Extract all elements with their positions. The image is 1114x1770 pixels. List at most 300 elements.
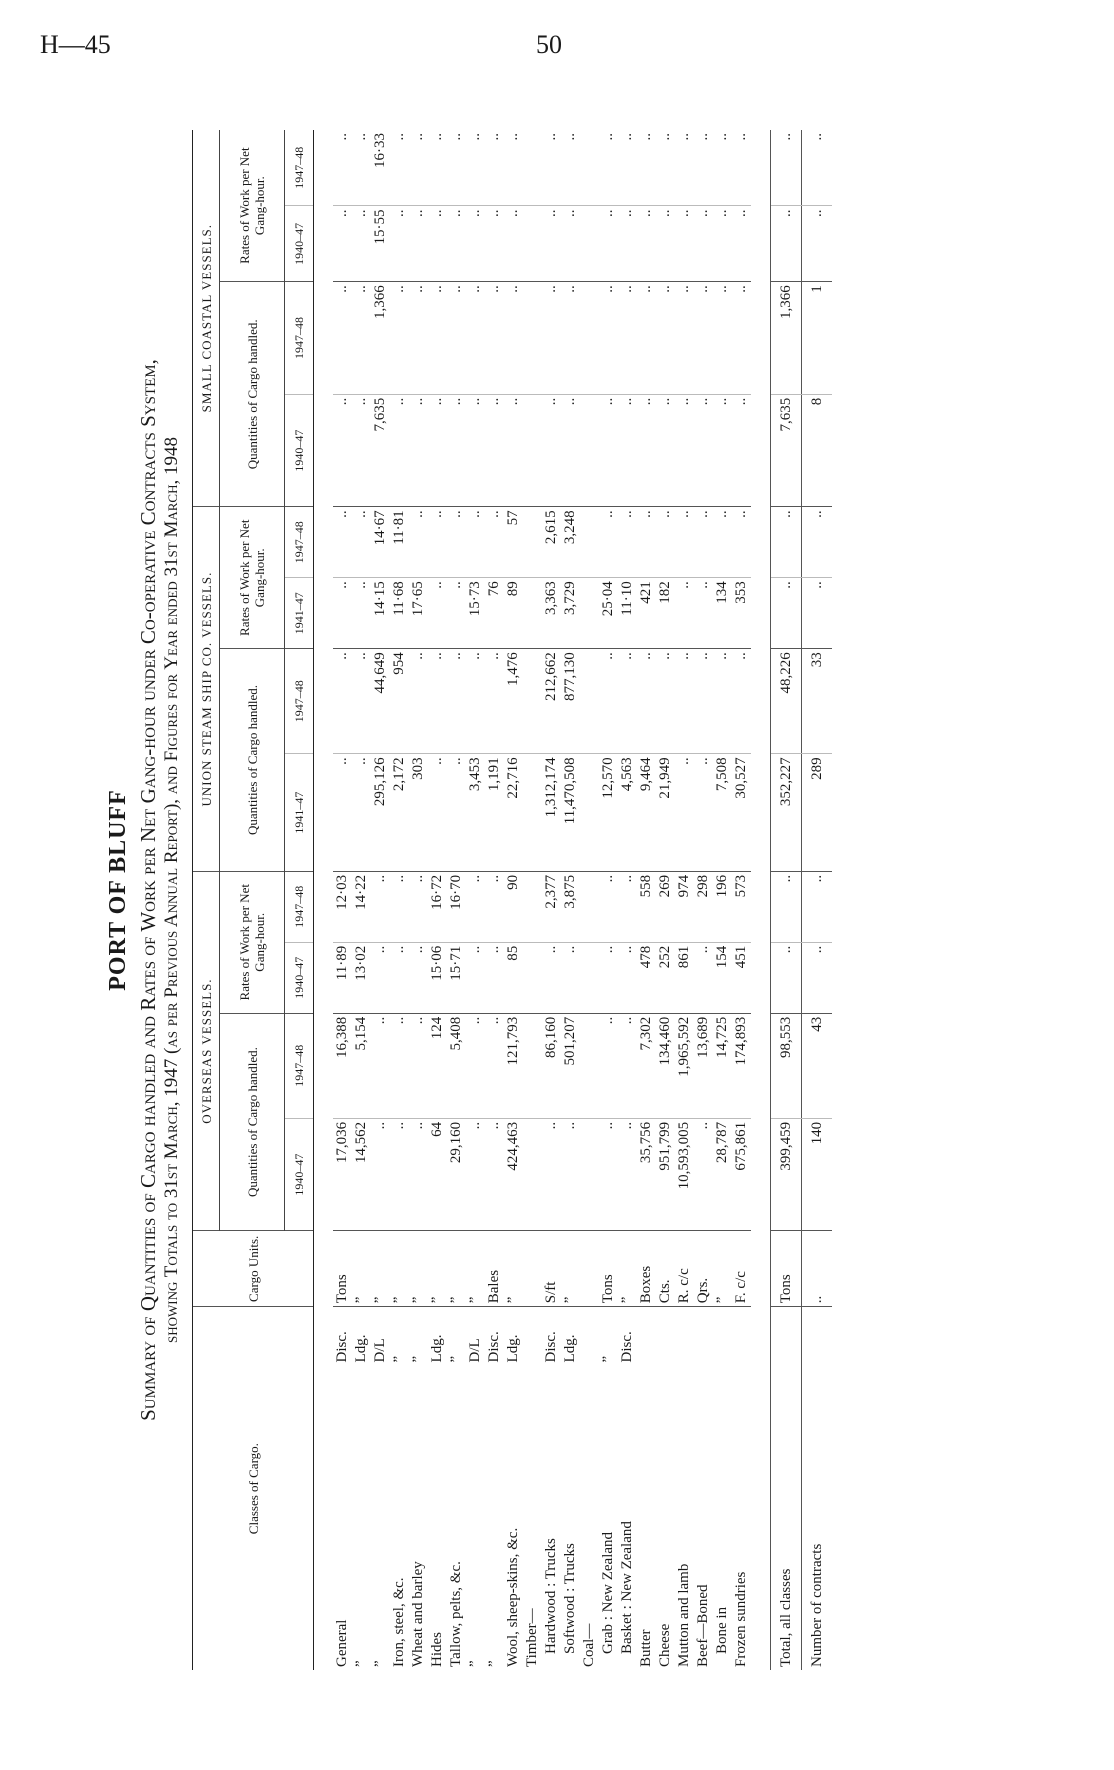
value-cell: 5,154 xyxy=(352,1013,371,1118)
operation-cell xyxy=(523,1307,542,1366)
value-cell xyxy=(580,206,599,282)
value-cell: 11·10 xyxy=(618,578,637,649)
value-cell: 399,459 xyxy=(771,1118,802,1231)
value-cell: .. xyxy=(694,206,713,282)
value-cell: 11,470,508 xyxy=(561,754,580,871)
value-cell: .. xyxy=(390,942,409,1013)
value-cell: .. xyxy=(466,130,485,206)
value-cell: 974 xyxy=(675,871,694,942)
value-cell: .. xyxy=(542,282,561,395)
unit-cell: R. c/c xyxy=(675,1231,694,1307)
table-row xyxy=(713,130,732,1670)
value-cell: .. xyxy=(466,649,485,754)
header-small-rates: Rates of Work per Net Gang-hour. xyxy=(220,130,285,282)
cargo-class-cell: Mutton and lamb xyxy=(676,1563,692,1667)
table-row xyxy=(675,130,694,1670)
value-cell: .. xyxy=(447,507,466,578)
header-classes: Classes of Cargo. xyxy=(193,1307,314,1670)
value-cell: .. xyxy=(771,130,802,206)
cargo-class-cell: ” xyxy=(372,1660,388,1667)
cargo-class-cell: Tallow, pelts, &c. xyxy=(448,1561,464,1667)
value-cell: .. xyxy=(713,282,732,395)
header-year: 1940–47 xyxy=(285,394,314,507)
unit-cell: ” xyxy=(428,1231,447,1307)
operation-cell: ” xyxy=(600,1355,616,1363)
value-cell: .. xyxy=(485,507,504,578)
value-cell: .. xyxy=(409,1013,428,1118)
value-cell: 90 xyxy=(504,871,523,942)
value-cell: .. xyxy=(732,507,751,578)
value-cell: 451 xyxy=(732,942,751,1013)
unit-cell: ” xyxy=(713,1231,732,1307)
value-cell: .. xyxy=(409,1118,428,1231)
unit-cell: Tons xyxy=(771,1231,802,1307)
value-cell: 7,635 xyxy=(371,394,390,507)
value-cell: 14·67 xyxy=(371,507,390,578)
value-cell: .. xyxy=(618,130,637,206)
table-row xyxy=(428,130,447,1670)
value-cell: 89 xyxy=(504,578,523,649)
value-cell: .. xyxy=(802,507,833,578)
header-year: 1947–48 xyxy=(285,649,314,754)
value-cell: .. xyxy=(333,507,352,578)
value-cell: .. xyxy=(675,130,694,206)
operation-cell: Disc. xyxy=(486,1331,502,1363)
value-cell: .. xyxy=(802,578,833,649)
value-cell: .. xyxy=(561,942,580,1013)
value-cell: .. xyxy=(599,282,618,395)
table-row xyxy=(466,130,485,1670)
value-cell: .. xyxy=(713,507,732,578)
value-cell: .. xyxy=(333,578,352,649)
header-year: 1947–48 xyxy=(285,507,314,578)
table-row xyxy=(352,130,371,1670)
value-cell: .. xyxy=(447,754,466,871)
unit-cell: Boxes xyxy=(637,1231,656,1307)
value-cell: 14,562 xyxy=(352,1118,371,1231)
value-cell xyxy=(523,206,542,282)
value-cell: 1,366 xyxy=(771,282,802,395)
value-cell: .. xyxy=(333,282,352,395)
cargo-class-cell: Softwood : Trucks xyxy=(562,1543,578,1654)
value-cell: 1,366 xyxy=(371,282,390,395)
value-cell: .. xyxy=(485,130,504,206)
value-cell: .. xyxy=(428,282,447,395)
unit-cell xyxy=(580,1231,599,1307)
value-cell: .. xyxy=(390,1118,409,1231)
value-cell: .. xyxy=(802,130,833,206)
cargo-class-cell: Wheat and barley xyxy=(410,1561,426,1667)
value-cell: .. xyxy=(504,394,523,507)
value-cell: .. xyxy=(352,754,371,871)
value-cell: 14·22 xyxy=(352,871,371,942)
value-cell: .. xyxy=(599,871,618,942)
value-cell: .. xyxy=(409,282,428,395)
value-cell xyxy=(580,507,599,578)
value-cell: 8 xyxy=(802,394,833,507)
value-cell: 7,302 xyxy=(637,1013,656,1118)
value-cell: .. xyxy=(352,649,371,754)
cargo-class-cell: Bone in xyxy=(714,1606,730,1654)
value-cell: .. xyxy=(447,130,466,206)
value-cell: .. xyxy=(333,394,352,507)
header-year: 1940–47 xyxy=(285,942,314,1013)
value-cell xyxy=(523,394,542,507)
value-cell: 7,635 xyxy=(771,394,802,507)
value-cell: 2,377 xyxy=(542,871,561,942)
value-cell: 86,160 xyxy=(542,1013,561,1118)
value-cell: .. xyxy=(333,130,352,206)
value-cell: .. xyxy=(409,394,428,507)
header-year: 1941–47 xyxy=(285,754,314,871)
value-cell: 140 xyxy=(802,1118,833,1231)
value-cell: .. xyxy=(694,507,713,578)
value-cell xyxy=(523,754,542,871)
table-row xyxy=(656,130,675,1670)
table-row xyxy=(504,130,523,1670)
value-cell: .. xyxy=(599,130,618,206)
value-cell: .. xyxy=(371,1013,390,1118)
value-cell: .. xyxy=(694,942,713,1013)
value-cell: 478 xyxy=(637,942,656,1013)
operation-cell xyxy=(694,1307,713,1366)
value-cell: .. xyxy=(466,871,485,942)
value-cell: 14·15 xyxy=(371,578,390,649)
header-overseas: OVERSEAS VESSELS. xyxy=(193,871,220,1231)
header-year: 1940–47 xyxy=(285,1118,314,1231)
cargo-class-cell: Coal— xyxy=(581,1623,597,1667)
value-cell: .. xyxy=(485,942,504,1013)
value-cell: 298 xyxy=(694,871,713,942)
value-cell: .. xyxy=(352,206,371,282)
header-union-rates: Rates of Work per Net Gang-hour. xyxy=(220,507,285,649)
header-year: 1940–47 xyxy=(285,206,314,282)
value-cell: .. xyxy=(675,206,694,282)
value-cell: .. xyxy=(713,394,732,507)
value-cell: 134,460 xyxy=(656,1013,675,1118)
value-cell: 421 xyxy=(637,578,656,649)
value-cell: .. xyxy=(656,282,675,395)
value-cell: .. xyxy=(447,282,466,395)
value-cell: 1,191 xyxy=(485,754,504,871)
table-row xyxy=(802,130,833,1670)
operation-cell xyxy=(732,1307,751,1366)
table-row xyxy=(542,130,561,1670)
page-title: PORT OF BLUFF xyxy=(105,789,131,991)
value-cell xyxy=(523,649,542,754)
value-cell: .. xyxy=(618,942,637,1013)
header-small: SMALL COASTAL VESSELS. xyxy=(193,130,220,507)
cargo-class-cell: General xyxy=(334,1619,350,1667)
unit-cell: ” xyxy=(352,1231,371,1307)
value-cell: .. xyxy=(466,942,485,1013)
value-cell: .. xyxy=(618,1013,637,1118)
table-row xyxy=(333,130,352,1670)
cargo-class-cell: Butter xyxy=(638,1629,654,1667)
value-cell: .. xyxy=(542,130,561,206)
operation-cell: Disc. xyxy=(334,1331,350,1363)
value-cell xyxy=(523,1013,542,1118)
table-row xyxy=(409,130,428,1670)
operation-cell xyxy=(713,1307,732,1366)
value-cell: .. xyxy=(732,130,751,206)
value-cell: 3,248 xyxy=(561,507,580,578)
value-cell: .. xyxy=(637,394,656,507)
value-cell: .. xyxy=(713,206,732,282)
unit-cell: F. c/c xyxy=(732,1231,751,1307)
value-cell: .. xyxy=(428,206,447,282)
value-cell: 424,463 xyxy=(504,1118,523,1231)
value-cell: .. xyxy=(428,578,447,649)
value-cell: .. xyxy=(466,282,485,395)
operation-cell: Ldg. xyxy=(562,1334,578,1363)
page-code: H—45 xyxy=(40,30,111,59)
cargo-summary-table xyxy=(192,130,832,1670)
cargo-class-cell: Cheese xyxy=(657,1623,673,1667)
value-cell: .. xyxy=(371,1118,390,1231)
operation-cell: ” xyxy=(448,1355,464,1363)
page-number: 50 xyxy=(536,30,562,59)
unit-cell: ” xyxy=(409,1231,428,1307)
value-cell: .. xyxy=(390,871,409,942)
table-row xyxy=(732,130,751,1670)
value-cell: 2,615 xyxy=(542,507,561,578)
value-cell: 1,476 xyxy=(504,649,523,754)
cargo-class-cell: ” xyxy=(467,1660,483,1667)
value-cell: .. xyxy=(504,206,523,282)
value-cell: .. xyxy=(352,394,371,507)
value-cell: 7,508 xyxy=(713,754,732,871)
value-cell: .. xyxy=(333,754,352,871)
value-cell: 182 xyxy=(656,578,675,649)
value-cell xyxy=(580,942,599,1013)
value-cell xyxy=(580,1013,599,1118)
cargo-class-cell: Frozen sundries xyxy=(733,1571,749,1667)
operation-cell: Disc. xyxy=(619,1331,635,1363)
value-cell: .. xyxy=(390,394,409,507)
value-cell: 15·55 xyxy=(371,206,390,282)
unit-cell: ” xyxy=(371,1231,390,1307)
value-cell: 29,160 xyxy=(447,1118,466,1231)
value-cell: 1,312,174 xyxy=(542,754,561,871)
value-cell: .. xyxy=(771,507,802,578)
table-row xyxy=(599,130,618,1670)
value-cell: .. xyxy=(694,578,713,649)
value-cell: 85 xyxy=(504,942,523,1013)
value-cell: .. xyxy=(771,578,802,649)
value-cell: 877,130 xyxy=(561,649,580,754)
value-cell: .. xyxy=(542,942,561,1013)
table-row xyxy=(618,130,637,1670)
value-cell xyxy=(523,130,542,206)
value-cell: .. xyxy=(371,871,390,942)
value-cell: .. xyxy=(694,754,713,871)
value-cell: 196 xyxy=(713,871,732,942)
value-cell: .. xyxy=(561,394,580,507)
value-cell xyxy=(580,578,599,649)
unit-cell: Tons xyxy=(599,1231,618,1307)
table-row xyxy=(447,130,466,1670)
value-cell: .. xyxy=(656,130,675,206)
value-cell: .. xyxy=(371,942,390,1013)
value-cell: 1,965,592 xyxy=(675,1013,694,1118)
value-cell: .. xyxy=(618,282,637,395)
value-cell: .. xyxy=(618,507,637,578)
value-cell: .. xyxy=(675,578,694,649)
value-cell: 57 xyxy=(504,507,523,578)
value-cell: .. xyxy=(390,1013,409,1118)
value-cell: .. xyxy=(485,394,504,507)
value-cell: .. xyxy=(802,206,833,282)
value-cell: 17·65 xyxy=(409,578,428,649)
unit-cell: Cts. xyxy=(656,1231,675,1307)
cargo-class-cell: Iron, steel, &c. xyxy=(391,1577,407,1667)
value-cell: .. xyxy=(447,206,466,282)
value-cell: .. xyxy=(485,282,504,395)
header-overseas-rates: Rates of Work per Net Gang-hour. xyxy=(220,871,285,1013)
value-cell xyxy=(580,871,599,942)
value-cell xyxy=(523,871,542,942)
value-cell: 573 xyxy=(732,871,751,942)
table-row xyxy=(390,130,409,1670)
unit-cell: ” xyxy=(618,1231,637,1307)
value-cell: 174,893 xyxy=(732,1013,751,1118)
value-cell: .. xyxy=(333,206,352,282)
cargo-class-cell: Basket : New Zealand xyxy=(619,1521,635,1654)
cargo-class-cell: Hardwood : Trucks xyxy=(543,1538,559,1654)
value-cell xyxy=(523,942,542,1013)
value-cell: 3,875 xyxy=(561,871,580,942)
header-union-quantities: Quantities of Cargo handled. xyxy=(220,649,285,872)
value-cell: .. xyxy=(409,507,428,578)
value-cell: 295,126 xyxy=(371,754,390,871)
cargo-class-cell: ” xyxy=(353,1660,369,1667)
value-cell: .. xyxy=(561,282,580,395)
operation-cell: ” xyxy=(410,1355,426,1363)
value-cell: .. xyxy=(409,942,428,1013)
value-cell: .. xyxy=(599,206,618,282)
value-cell: 501,207 xyxy=(561,1013,580,1118)
operation-cell: Ldg. xyxy=(505,1334,521,1363)
operation-cell xyxy=(580,1307,599,1366)
value-cell xyxy=(580,394,599,507)
value-cell: 303 xyxy=(409,754,428,871)
value-cell: .. xyxy=(485,206,504,282)
value-cell: .. xyxy=(466,206,485,282)
header-union: UNION STEAM SHIP CO. VESSELS. xyxy=(193,507,220,871)
table-row xyxy=(637,130,656,1670)
table-row xyxy=(694,130,713,1670)
operation-cell: Ldg. xyxy=(353,1334,369,1363)
value-cell: 9,464 xyxy=(637,754,656,871)
value-cell: 43 xyxy=(802,1013,833,1118)
value-cell: .. xyxy=(637,206,656,282)
value-cell: .. xyxy=(656,394,675,507)
operation-cell xyxy=(675,1307,694,1366)
operation-cell xyxy=(802,1307,833,1366)
value-cell: .. xyxy=(466,1013,485,1118)
unit-cell: ” xyxy=(561,1231,580,1307)
value-cell xyxy=(580,754,599,871)
value-cell: .. xyxy=(618,649,637,754)
value-cell: 954 xyxy=(390,649,409,754)
value-cell: 951,799 xyxy=(656,1118,675,1231)
value-cell: .. xyxy=(447,578,466,649)
unit-cell: .. xyxy=(802,1231,833,1307)
operation-cell xyxy=(637,1307,656,1366)
value-cell: .. xyxy=(447,649,466,754)
value-cell: 11·89 xyxy=(333,942,352,1013)
value-cell: 861 xyxy=(675,942,694,1013)
value-cell: .. xyxy=(675,649,694,754)
value-cell: .. xyxy=(352,130,371,206)
value-cell: .. xyxy=(599,1013,618,1118)
value-cell xyxy=(580,282,599,395)
value-cell: .. xyxy=(618,206,637,282)
value-cell: 98,553 xyxy=(771,1013,802,1118)
subtitle-line-1: Summary of Quantities of Cargo handled and Rates of Work per Net Gang-hour under Co-operative Contracts System, xyxy=(136,359,160,1421)
value-cell: .. xyxy=(618,871,637,942)
value-cell: .. xyxy=(352,507,371,578)
value-cell xyxy=(580,130,599,206)
value-cell: .. xyxy=(428,394,447,507)
cargo-class-cell: Hides xyxy=(429,1632,445,1667)
value-cell: .. xyxy=(694,130,713,206)
value-cell: 12·03 xyxy=(333,871,352,942)
value-cell: .. xyxy=(637,130,656,206)
value-cell: 13,689 xyxy=(694,1013,713,1118)
value-cell: .. xyxy=(485,1118,504,1231)
value-cell: .. xyxy=(599,649,618,754)
value-cell: 4,563 xyxy=(618,754,637,871)
value-cell: .. xyxy=(771,206,802,282)
value-cell: .. xyxy=(599,507,618,578)
header-year: 1947–48 xyxy=(285,871,314,942)
value-cell: .. xyxy=(694,394,713,507)
header-year: 1947–48 xyxy=(285,1013,314,1118)
value-cell: .. xyxy=(561,1118,580,1231)
value-cell xyxy=(580,649,599,754)
value-cell: 3,453 xyxy=(466,754,485,871)
operation-cell: ” xyxy=(391,1355,407,1363)
value-cell: 44,649 xyxy=(371,649,390,754)
header-year: 1941–47 xyxy=(285,578,314,649)
table-row xyxy=(561,130,580,1670)
operation-cell: D/L xyxy=(372,1338,388,1363)
value-cell: 558 xyxy=(637,871,656,942)
table-row xyxy=(523,130,542,1670)
value-cell: .. xyxy=(352,282,371,395)
value-cell: 21,949 xyxy=(656,754,675,871)
value-cell: .. xyxy=(802,871,833,942)
header-small-quantities: Quantities of Cargo handled. xyxy=(220,282,285,507)
value-cell: .. xyxy=(656,507,675,578)
value-cell: 28,787 xyxy=(713,1118,732,1231)
table-row xyxy=(771,130,802,1670)
cargo-class-cell: Timber— xyxy=(524,1608,540,1667)
value-cell: .. xyxy=(675,282,694,395)
value-cell: 154 xyxy=(713,942,732,1013)
value-cell xyxy=(580,1118,599,1231)
value-cell: .. xyxy=(561,206,580,282)
value-cell: .. xyxy=(352,578,371,649)
value-cell: .. xyxy=(466,507,485,578)
value-cell: 2,172 xyxy=(390,754,409,871)
table-row xyxy=(371,130,390,1670)
operation-cell: D/L xyxy=(467,1338,483,1363)
value-cell: 212,662 xyxy=(542,649,561,754)
value-cell: 17,036 xyxy=(333,1118,352,1231)
